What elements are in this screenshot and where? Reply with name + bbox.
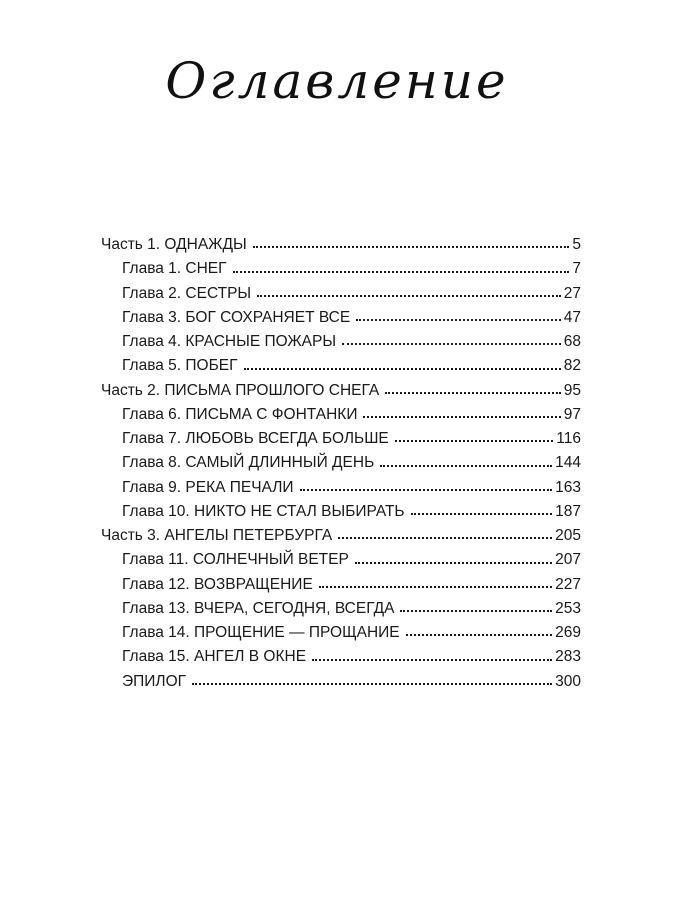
toc-entry-label: Часть 1. ОДНАЖДЫ bbox=[101, 236, 247, 253]
toc-entry-page-number: 116 bbox=[556, 430, 581, 447]
dot-leader bbox=[338, 537, 552, 539]
toc-entry-page-number: 7 bbox=[572, 260, 581, 278]
toc-chapter-entry bbox=[101, 500, 581, 524]
toc-entry-label: Глава 3. БОГ СОХРАНЯЕТ ВСЕ bbox=[122, 308, 351, 326]
toc-entry-page-number: 300 bbox=[555, 672, 581, 690]
dot-leader bbox=[312, 659, 552, 661]
dot-leader bbox=[395, 440, 554, 442]
dot-leader bbox=[244, 368, 561, 370]
toc-entry-page-number: 253 bbox=[555, 599, 581, 617]
toc-entry-label: Часть 2. ПИСЬМА ПРОШЛОГО СНЕГА bbox=[101, 381, 380, 399]
dot-leader bbox=[192, 683, 552, 685]
dot-leader bbox=[233, 271, 570, 273]
dot-leader bbox=[300, 489, 553, 491]
toc-entry-label: Глава 14. ПРОЩЕНИЕ — ПРОЩАНИЕ bbox=[122, 624, 400, 641]
toc-entry-label: Глава 8. САМЫЙ ДЛИННЫЙ ДЕНЬ bbox=[122, 454, 375, 472]
dot-leader bbox=[411, 513, 553, 515]
toc-chapter-entry bbox=[101, 670, 581, 694]
dot-leader bbox=[400, 610, 552, 612]
toc-entry-page-number: 205 bbox=[555, 527, 581, 544]
toc-chapter-entry bbox=[101, 476, 581, 500]
dot-leader bbox=[380, 465, 552, 467]
toc-entry-label: Глава 5. ПОБЕГ bbox=[122, 357, 238, 375]
dot-leader bbox=[253, 246, 570, 248]
toc-entry-page-number: 207 bbox=[555, 551, 581, 569]
toc-entry-label: Глава 15. АНГЕЛ В ОКНЕ bbox=[122, 648, 307, 666]
toc-entry-page-number: 68 bbox=[563, 333, 581, 350]
toc-entry-page-number: 27 bbox=[563, 284, 581, 302]
toc-entry-page-number: 144 bbox=[555, 454, 581, 472]
toc-chapter-entry bbox=[101, 354, 581, 378]
toc-entry-label: Глава 7. ЛЮБОВЬ ВСЕГДА БОЛЬШЕ bbox=[122, 430, 389, 447]
toc-chapter-entry bbox=[101, 573, 581, 597]
toc-entry-page-number: 283 bbox=[555, 648, 581, 666]
toc-entry-page-number: 95 bbox=[563, 381, 581, 399]
dot-leader bbox=[385, 392, 561, 394]
table-of-contents bbox=[101, 233, 581, 694]
toc-entry-page-number: 82 bbox=[563, 357, 581, 375]
toc-chapter-entry bbox=[101, 257, 581, 281]
toc-entry-page-number: 163 bbox=[555, 478, 581, 496]
toc-entry-page-number: 227 bbox=[555, 575, 581, 593]
toc-chapter-entry bbox=[101, 645, 581, 669]
toc-entry-label: Часть 3. АНГЕЛЫ ПЕТЕРБУРГА bbox=[101, 527, 333, 544]
toc-entry-label: Глава 10. НИКТО НЕ СТАЛ ВЫБИРАТЬ bbox=[122, 502, 405, 520]
toc-entry-label: Глава 11. СОЛНЕЧНЫЙ ВЕТЕР bbox=[122, 551, 349, 569]
toc-chapter-entry bbox=[101, 330, 581, 354]
dot-leader bbox=[406, 634, 553, 636]
toc-chapter-entry bbox=[101, 451, 581, 475]
dot-leader bbox=[355, 562, 552, 564]
toc-entry-label: Глава 12. ВОЗВРАЩЕНИЕ bbox=[122, 575, 313, 593]
toc-part-entry bbox=[101, 233, 581, 257]
toc-entry-label: Глава 13. ВЧЕРА, СЕГОДНЯ, ВСЕГДА bbox=[122, 599, 395, 617]
toc-entry-label: Глава 4. КРАСНЫЕ ПОЖАРЫ bbox=[122, 333, 337, 350]
toc-entry-label: Глава 2. СЕСТРЫ bbox=[122, 284, 252, 302]
page-title: Оглавление bbox=[165, 52, 509, 110]
toc-entry-label: ЭПИЛОГ bbox=[122, 672, 187, 690]
toc-entry-label: Глава 1. СНЕГ bbox=[122, 260, 227, 278]
toc-chapter-entry bbox=[101, 282, 581, 306]
toc-part-entry bbox=[101, 379, 581, 403]
toc-entry-label: Глава 9. РЕКА ПЕЧАЛИ bbox=[122, 478, 294, 496]
toc-part-entry bbox=[101, 524, 581, 548]
toc-entry-page-number: 5 bbox=[572, 236, 581, 253]
toc-entry-page-number: 269 bbox=[555, 624, 581, 641]
toc-chapter-entry bbox=[101, 427, 581, 451]
toc-chapter-entry bbox=[101, 621, 581, 645]
dot-leader bbox=[363, 416, 560, 418]
dot-leader bbox=[319, 586, 552, 588]
toc-entry-page-number: 47 bbox=[563, 308, 581, 326]
toc-chapter-entry bbox=[101, 597, 581, 621]
toc-entry-page-number: 187 bbox=[555, 502, 581, 520]
toc-chapter-entry bbox=[101, 548, 581, 572]
dot-leader bbox=[257, 295, 561, 297]
toc-chapter-entry bbox=[101, 403, 581, 427]
toc-entry-label: Глава 6. ПИСЬМА С ФОНТАНКИ bbox=[122, 405, 358, 423]
dot-leader bbox=[356, 319, 561, 321]
toc-chapter-entry bbox=[101, 306, 581, 330]
toc-entry-page-number: 97 bbox=[563, 405, 581, 423]
dot-leader bbox=[342, 343, 561, 345]
